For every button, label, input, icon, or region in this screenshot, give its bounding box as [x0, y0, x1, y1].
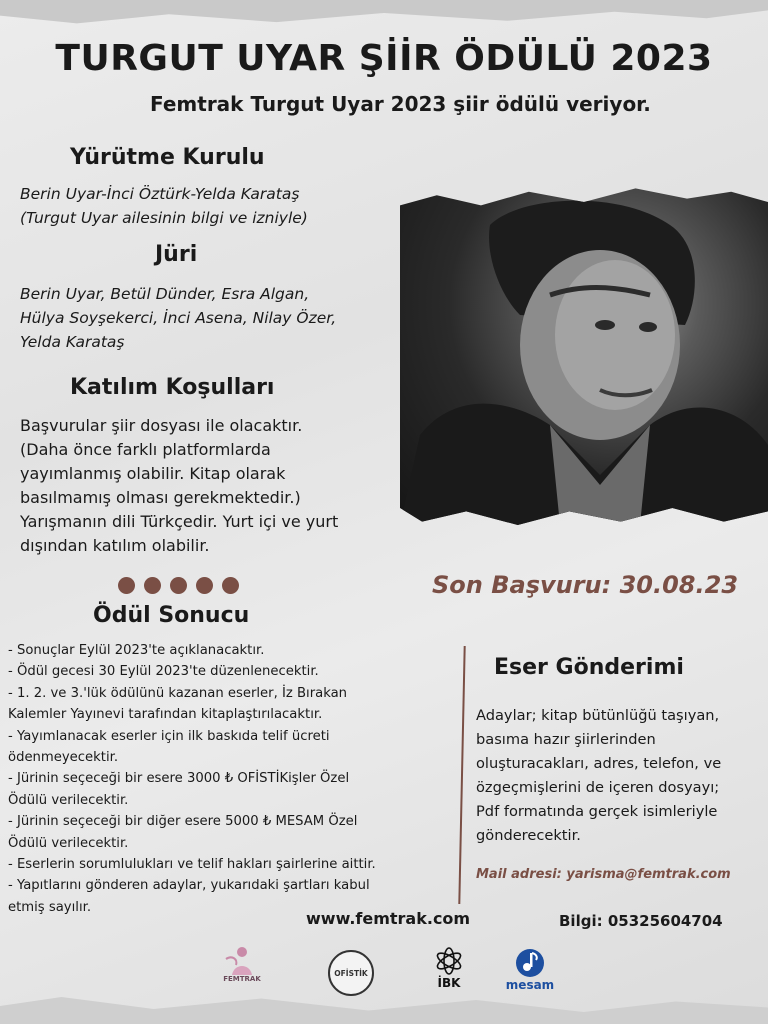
ofistik-logo-label: OFİSTİK [334, 968, 368, 978]
results-line: ödenmeyecektir. [8, 750, 119, 766]
phone-info: Bilgi: 05325604704 [559, 912, 723, 930]
dot [196, 577, 213, 594]
results-line: - Jürinin seçeceği bir esere 3000 ₺ OFİSTİKişler Özel [8, 771, 350, 787]
dot [118, 577, 135, 594]
submission-line: oluşturacakları, adres, telefon, ve [476, 755, 722, 772]
ibk-logo [428, 942, 470, 994]
mesam-note-icon [514, 944, 546, 978]
results-text [8, 640, 463, 918]
torn-paper-top [0, 0, 768, 26]
conditions-line: Yarışmanın dili Türkçedir. Yurt içi ve yurt [20, 512, 339, 531]
deadline-text: Son Başvuru: 30.08.23 [432, 571, 739, 599]
conditions-text [20, 414, 400, 558]
turgut-uyar-portrait [400, 185, 768, 525]
committee-line: (Turgut Uyar ailesinin bilgi ve izniyle) [20, 209, 308, 227]
submission-line: basıma hazır şiirlerinden [476, 731, 656, 748]
submission-line: gönderecektir. [476, 827, 581, 844]
conditions-line: Başvurular şiir dosyası ile olacaktır. [20, 416, 303, 435]
website-link[interactable]: www.femtrak.com [306, 909, 471, 928]
results-line: - Ödül gecesi 30 Eylül 2023'te düzenlenecektir. [8, 664, 319, 680]
submission-line: Pdf formatında gerçek isimleriyle [476, 803, 718, 820]
submission-line: özgeçmişlerini de içeren dosyayı; [476, 779, 720, 796]
results-line: - Eserlerin sorumlulukları ve telif hakları şairlerine aittir. [8, 857, 376, 873]
decorative-dots [118, 577, 239, 594]
results-line: - Yapıtlarını gönderen adaylar, yukarıdaki şartları kabul [8, 878, 370, 894]
torn-paper-bottom [0, 994, 768, 1024]
dot [170, 577, 187, 594]
portrait-illustration [400, 185, 768, 525]
conditions-heading: Katılım Koşulları [70, 375, 275, 400]
results-line: Kalemler Yayınevi tarafından kitaplaştırılacaktır. [8, 707, 323, 723]
poster-title: TURGUT UYAR ŞİİR ÖDÜLÜ 2023 [55, 38, 713, 79]
dot [144, 577, 161, 594]
committee-heading: Yürütme Kurulu [70, 145, 265, 170]
jury-line: Berin Uyar, Betül Dünder, Esra Algan, [20, 285, 310, 303]
submission-text [476, 704, 766, 848]
conditions-line: dışından katılım olabilir. [20, 536, 210, 555]
ofistik-logo [328, 950, 374, 996]
results-line: - Yayımlanacak eserler için ilk baskıda telif ücreti [8, 728, 330, 744]
mail-address[interactable]: Mail adresi: yarisma@femtrak.com [476, 867, 731, 882]
mesam-logo-label: mesam [505, 978, 555, 992]
mesam-logo [498, 940, 562, 996]
femtrak-logo [212, 938, 272, 990]
submission-heading: Eser Gönderimi [494, 655, 684, 680]
conditions-line: (Daha önce farklı platformlarda [20, 440, 271, 459]
femtrak-logo-label: FEMTRAK [223, 975, 261, 983]
results-line: etmiş sayılır. [8, 899, 92, 915]
results-line: Ödülü verilecektir. [8, 835, 129, 851]
jury-line: Hülya Soyşekerci, İnci Asena, Nilay Özer, [20, 309, 337, 327]
dot [222, 577, 239, 594]
femtrak-figure-icon [224, 945, 260, 975]
conditions-line: basılmamış olması gerekmektedir.) [20, 488, 301, 507]
results-heading: Ödül Sonucu [93, 603, 250, 628]
submission-line: Adaylar; kitap bütünlüğü taşıyan, [476, 707, 720, 724]
ibk-flower-icon [434, 946, 464, 976]
results-line: - Sonuçlar Eylül 2023'te açıklanacaktır. [8, 643, 265, 658]
results-line: - 1. 2. ve 3.'lük ödülünü kazanan eserler, İz Bırakan [8, 685, 348, 701]
jury-heading: Jüri [155, 242, 198, 267]
jury-line: Yelda Karataş [20, 333, 125, 351]
results-line: Ödülü verilecektir. [8, 792, 129, 808]
results-line: - Jürinin seçeceği bir diğer esere 5000 ₺ MESAM Özel [8, 814, 358, 830]
poster-subtitle: Femtrak Turgut Uyar 2023 şiir ödülü veriyor. [150, 92, 651, 116]
committee-line: Berin Uyar-İnci Öztürk-Yelda Karataş [20, 185, 300, 203]
committee-text [20, 182, 308, 230]
jury-text [20, 282, 336, 354]
conditions-line: yayımlanmış olabilir. Kitap olarak [20, 464, 286, 483]
ibk-logo-label: İBK [437, 976, 461, 990]
